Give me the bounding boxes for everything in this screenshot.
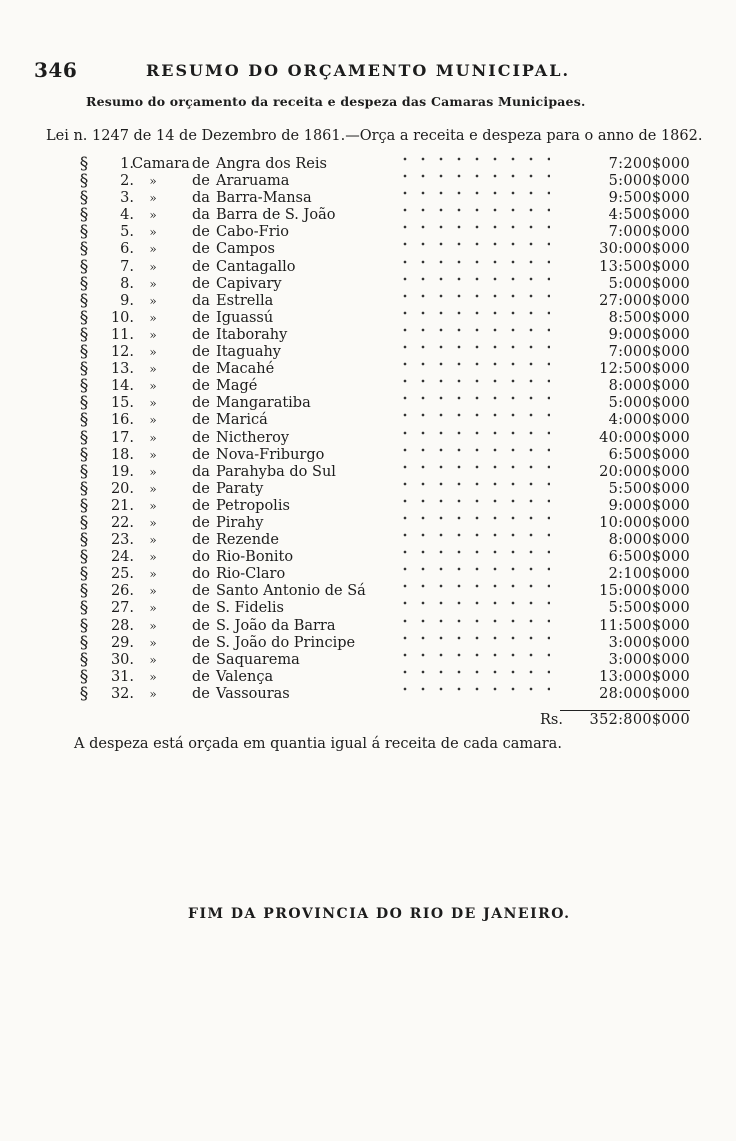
ditto-mark: » bbox=[149, 635, 157, 650]
ditto-mark: » bbox=[149, 310, 157, 325]
page-number: 346 bbox=[34, 58, 78, 82]
row-number: 25. bbox=[110, 566, 134, 583]
camara-word: Camara bbox=[132, 156, 190, 172]
row-number: 1. bbox=[120, 156, 134, 172]
section-mark: § bbox=[79, 410, 89, 431]
preposition: de bbox=[192, 617, 210, 634]
section-mark: § bbox=[79, 154, 89, 174]
dot-leader bbox=[396, 686, 550, 692]
total-rule bbox=[560, 710, 690, 711]
section-mark: § bbox=[79, 564, 89, 585]
note: A despeza está orçada em quantia igual á receita de cada camara. bbox=[74, 736, 562, 752]
row-number: 7. bbox=[120, 258, 134, 275]
municipality-name: Angra dos Reis bbox=[216, 156, 327, 172]
ditto-mark: » bbox=[149, 550, 157, 565]
ditto-mark: » bbox=[149, 242, 157, 257]
budget-amount: 7:000$000 bbox=[608, 224, 690, 241]
row-number: 31. bbox=[110, 668, 134, 685]
municipality-name: Rezende bbox=[216, 532, 279, 549]
section-mark: § bbox=[79, 598, 89, 619]
row-number: 21. bbox=[110, 497, 134, 514]
law-heading: Lei n. 1247 de 14 de Dezembro de 1861.—Orça a receita e despeza para o anno de 1862. bbox=[46, 128, 703, 144]
dot-leader bbox=[396, 669, 550, 675]
budget-amount: 10:000$000 bbox=[599, 514, 690, 531]
dot-leader bbox=[396, 532, 550, 538]
table-row bbox=[76, 649, 690, 670]
dot-leader bbox=[396, 259, 550, 265]
dot-leader bbox=[396, 207, 550, 213]
row-number: 5. bbox=[120, 224, 134, 241]
row-number: 22. bbox=[110, 514, 134, 531]
dot-leader bbox=[396, 344, 550, 350]
preposition: da bbox=[192, 190, 210, 207]
table-row bbox=[76, 173, 690, 190]
table-row bbox=[76, 412, 690, 429]
row-number: 9. bbox=[120, 292, 134, 309]
section-mark: § bbox=[79, 393, 89, 414]
budget-amount: 15:000$000 bbox=[599, 583, 690, 600]
ditto-mark: » bbox=[149, 481, 157, 496]
section-mark: § bbox=[79, 307, 89, 328]
municipality-name: Campos bbox=[216, 241, 275, 258]
ditto-mark: » bbox=[149, 652, 157, 667]
budget-amount: 7:200$000 bbox=[608, 156, 690, 172]
municipality-name: Cantagallo bbox=[216, 258, 296, 275]
row-number: 19. bbox=[110, 463, 134, 480]
budget-table bbox=[76, 156, 690, 703]
section-mark: § bbox=[79, 512, 89, 533]
table-row bbox=[76, 290, 690, 311]
table-row bbox=[76, 532, 690, 549]
preposition: da bbox=[192, 207, 210, 224]
dot-leader bbox=[396, 635, 550, 641]
ditto-mark: » bbox=[149, 464, 157, 479]
budget-amount: 7:000$000 bbox=[608, 344, 690, 361]
municipality-name: S. João da Barra bbox=[216, 617, 336, 634]
preposition: do bbox=[192, 549, 211, 566]
preposition: de bbox=[192, 326, 210, 343]
budget-amount: 2:100$000 bbox=[608, 566, 690, 583]
table-row bbox=[76, 444, 690, 465]
municipality-name: Mangaratiba bbox=[216, 395, 311, 412]
dot-leader bbox=[396, 276, 550, 282]
preposition: de bbox=[192, 275, 210, 292]
section-mark: § bbox=[79, 444, 89, 465]
ditto-mark: » bbox=[149, 396, 157, 411]
budget-amount: 4:500$000 bbox=[608, 207, 690, 224]
section-mark: § bbox=[79, 205, 89, 226]
municipality-name: Cabo-Frio bbox=[216, 224, 290, 241]
ditto-mark: » bbox=[149, 618, 157, 633]
footer: FIM DA PROVINCIA DO RIO DE JANEIRO. bbox=[188, 906, 571, 922]
preposition: do bbox=[192, 566, 211, 583]
municipality-name: Vassouras bbox=[216, 685, 290, 702]
preposition: de bbox=[192, 600, 210, 617]
preposition: de bbox=[192, 634, 210, 651]
ditto-mark: » bbox=[149, 447, 157, 462]
ditto-mark: » bbox=[149, 327, 157, 342]
ditto-mark: » bbox=[149, 191, 157, 206]
dot-leader bbox=[396, 618, 550, 624]
ditto-mark: » bbox=[149, 259, 157, 274]
dot-leader bbox=[396, 310, 550, 316]
preposition: de bbox=[192, 583, 210, 600]
ditto-mark: » bbox=[149, 345, 157, 360]
municipality-name: Parahyba do Sul bbox=[216, 463, 336, 480]
section-mark: § bbox=[79, 615, 89, 636]
row-number: 28. bbox=[110, 617, 134, 634]
row-number: 8. bbox=[120, 275, 134, 292]
preposition: de bbox=[192, 378, 210, 395]
row-number: 17. bbox=[110, 429, 134, 446]
ditto-mark: » bbox=[149, 276, 157, 291]
dot-leader bbox=[396, 361, 550, 367]
preposition: de bbox=[192, 685, 210, 702]
dot-leader bbox=[396, 224, 550, 230]
ditto-mark: » bbox=[149, 686, 157, 701]
running-head: RESUMO DO ORÇAMENTO MUNICIPAL. bbox=[146, 61, 571, 80]
section-mark: § bbox=[79, 530, 89, 551]
table-row bbox=[76, 549, 690, 566]
budget-amount: 13:500$000 bbox=[599, 258, 690, 275]
subtitle: Resumo do orçamento da receita e despeza das Camaras Municipaes. bbox=[86, 94, 586, 109]
section-mark: § bbox=[79, 495, 89, 516]
ditto-mark: » bbox=[149, 225, 157, 240]
municipality-name: Iguassú bbox=[216, 309, 274, 326]
section-mark: § bbox=[79, 461, 89, 482]
budget-amount: 28:000$000 bbox=[599, 685, 690, 702]
table-row bbox=[76, 478, 690, 499]
budget-amount: 5:000$000 bbox=[608, 275, 690, 292]
section-mark: § bbox=[79, 188, 89, 209]
municipality-name: S. Fidelis bbox=[216, 600, 284, 617]
preposition: da bbox=[192, 292, 210, 309]
row-number: 3. bbox=[120, 190, 134, 207]
budget-amount: 30:000$000 bbox=[599, 241, 690, 258]
ditto-mark: » bbox=[149, 379, 157, 394]
section-mark: § bbox=[79, 649, 89, 670]
municipality-name: Maricá bbox=[216, 412, 268, 429]
section-mark: § bbox=[79, 376, 89, 397]
row-number: 13. bbox=[110, 361, 134, 378]
municipality-name: Rio-Claro bbox=[216, 566, 286, 583]
municipality-name: Barra de S. João bbox=[216, 207, 336, 224]
preposition: de bbox=[192, 344, 210, 361]
row-number: 12. bbox=[110, 344, 134, 361]
row-number: 23. bbox=[110, 532, 134, 549]
dot-leader bbox=[396, 241, 550, 247]
preposition: de bbox=[192, 412, 210, 429]
table-row bbox=[76, 156, 690, 173]
table-row bbox=[76, 190, 690, 207]
preposition: de bbox=[192, 258, 210, 275]
preposition: de bbox=[192, 429, 210, 446]
section-mark: § bbox=[79, 273, 89, 294]
budget-amount: 5:000$000 bbox=[608, 395, 690, 412]
budget-amount: 40:000$000 bbox=[599, 429, 690, 446]
table-row bbox=[76, 461, 690, 482]
preposition: de bbox=[192, 309, 210, 326]
row-number: 30. bbox=[110, 651, 134, 668]
table-row bbox=[76, 395, 690, 412]
municipality-name: Nova-Friburgo bbox=[216, 446, 325, 463]
dot-leader bbox=[396, 464, 550, 470]
budget-amount: 5:500$000 bbox=[608, 600, 690, 617]
section-mark: § bbox=[79, 359, 89, 380]
table-row bbox=[76, 600, 690, 617]
municipality-name: Saquarema bbox=[216, 651, 300, 668]
dot-leader bbox=[396, 190, 550, 196]
dot-leader bbox=[396, 498, 550, 504]
dot-leader bbox=[396, 549, 550, 555]
row-number: 16. bbox=[110, 412, 134, 429]
preposition: de bbox=[192, 395, 210, 412]
municipality-name: Pirahy bbox=[216, 514, 264, 531]
dot-leader bbox=[396, 395, 550, 401]
row-number: 24. bbox=[110, 549, 134, 566]
dot-leader bbox=[396, 327, 550, 333]
table-row bbox=[76, 683, 690, 704]
ditto-mark: » bbox=[149, 293, 157, 308]
section-mark: § bbox=[79, 239, 89, 260]
table-row bbox=[76, 615, 690, 636]
row-number: 32. bbox=[110, 685, 134, 702]
municipality-name: Valença bbox=[216, 668, 274, 685]
dot-leader bbox=[396, 293, 550, 299]
municipality-name: Rio-Bonito bbox=[216, 549, 294, 566]
section-mark: § bbox=[79, 171, 89, 192]
table-row bbox=[76, 224, 690, 241]
section-mark: § bbox=[79, 256, 89, 277]
budget-amount: 27:000$000 bbox=[599, 292, 690, 309]
table-row bbox=[76, 632, 690, 653]
section-mark: § bbox=[79, 324, 89, 345]
municipality-name: Magé bbox=[216, 378, 258, 395]
municipality-name: Itaborahy bbox=[216, 326, 288, 343]
ditto-mark: » bbox=[149, 533, 157, 548]
dot-leader bbox=[396, 515, 550, 521]
dot-leader bbox=[396, 566, 550, 572]
table-row bbox=[76, 495, 690, 516]
budget-amount: 5:000$000 bbox=[608, 173, 690, 190]
budget-amount: 3:000$000 bbox=[608, 634, 690, 651]
ditto-mark: » bbox=[149, 584, 157, 599]
dot-leader bbox=[396, 652, 550, 658]
budget-amount: 20:000$000 bbox=[599, 463, 690, 480]
budget-amount: 5:500$000 bbox=[608, 480, 690, 497]
dot-leader bbox=[396, 173, 550, 179]
preposition: de bbox=[192, 446, 210, 463]
ditto-mark: » bbox=[149, 515, 157, 530]
table-row bbox=[76, 307, 690, 328]
row-number: 6. bbox=[120, 241, 134, 258]
table-row bbox=[76, 583, 690, 600]
table-row bbox=[76, 427, 690, 448]
preposition: de bbox=[192, 224, 210, 241]
ditto-mark: » bbox=[149, 362, 157, 377]
table-row bbox=[76, 361, 690, 378]
ditto-mark: » bbox=[149, 567, 157, 582]
section-mark: § bbox=[79, 342, 89, 363]
budget-amount: 4:000$000 bbox=[608, 412, 690, 429]
row-number: 11. bbox=[110, 326, 134, 343]
municipality-name: Santo Antonio de Sá bbox=[216, 583, 366, 600]
dot-leader bbox=[396, 600, 550, 606]
preposition: de bbox=[192, 497, 210, 514]
budget-amount: 9:000$000 bbox=[608, 497, 690, 514]
table-row bbox=[76, 666, 690, 687]
municipality-name: Capivary bbox=[216, 275, 282, 292]
budget-amount: 9:500$000 bbox=[608, 190, 690, 207]
row-number: 10. bbox=[110, 309, 134, 326]
table-row bbox=[76, 566, 690, 583]
row-number: 27. bbox=[110, 600, 134, 617]
table-row bbox=[76, 273, 690, 294]
ditto-mark: » bbox=[149, 430, 157, 445]
preposition: de bbox=[192, 651, 210, 668]
section-mark: § bbox=[79, 683, 89, 704]
municipality-name: Petropolis bbox=[216, 497, 290, 514]
dot-leader bbox=[396, 430, 550, 436]
preposition: de bbox=[192, 156, 210, 172]
municipality-name: S. João do Principe bbox=[216, 634, 356, 651]
preposition: de bbox=[192, 668, 210, 685]
preposition: de bbox=[192, 514, 210, 531]
ditto-mark: » bbox=[149, 669, 157, 684]
budget-amount: 11:500$000 bbox=[599, 617, 690, 634]
dot-leader bbox=[396, 412, 550, 418]
budget-amount: 9:000$000 bbox=[608, 326, 690, 343]
preposition: de bbox=[192, 361, 210, 378]
budget-amount: 8:000$000 bbox=[608, 532, 690, 549]
budget-amount: 8:000$000 bbox=[608, 378, 690, 395]
budget-amount: 6:500$000 bbox=[608, 446, 690, 463]
table-row bbox=[76, 378, 690, 395]
section-mark: § bbox=[79, 547, 89, 568]
section-mark: § bbox=[79, 222, 89, 243]
preposition: de bbox=[192, 532, 210, 549]
table-row bbox=[76, 344, 690, 361]
ditto-mark: » bbox=[149, 174, 157, 189]
municipality-name: Barra-Mansa bbox=[216, 190, 312, 207]
row-number: 14. bbox=[110, 378, 134, 395]
municipality-name: Estrella bbox=[216, 292, 274, 309]
municipality-name: Nictheroy bbox=[216, 429, 290, 446]
section-mark: § bbox=[79, 632, 89, 653]
section-mark: § bbox=[79, 581, 89, 602]
dot-leader bbox=[396, 481, 550, 487]
budget-amount: 8:500$000 bbox=[608, 309, 690, 326]
section-mark: § bbox=[79, 666, 89, 687]
table-row bbox=[76, 241, 690, 258]
section-mark: § bbox=[79, 290, 89, 311]
preposition: de bbox=[192, 241, 210, 258]
total-amount: 352:800$000 bbox=[589, 712, 690, 728]
row-number: 18. bbox=[110, 446, 134, 463]
row-number: 26. bbox=[110, 583, 134, 600]
row-number: 4. bbox=[120, 207, 134, 224]
preposition: da bbox=[192, 463, 210, 480]
table-row bbox=[76, 324, 690, 345]
ditto-mark: » bbox=[149, 601, 157, 616]
section-mark: § bbox=[79, 478, 89, 499]
dot-leader bbox=[396, 583, 550, 589]
budget-amount: 13:000$000 bbox=[599, 668, 690, 685]
municipality-name: Paraty bbox=[216, 480, 264, 497]
table-row bbox=[76, 512, 690, 533]
row-number: 29. bbox=[110, 634, 134, 651]
preposition: de bbox=[192, 480, 210, 497]
ditto-mark: » bbox=[149, 413, 157, 428]
dot-leader bbox=[396, 156, 550, 162]
ditto-mark: » bbox=[149, 208, 157, 223]
ditto-mark: » bbox=[149, 498, 157, 513]
dot-leader bbox=[396, 447, 550, 453]
row-number: 20. bbox=[110, 480, 134, 497]
preposition: de bbox=[192, 173, 210, 190]
budget-amount: 3:000$000 bbox=[608, 651, 690, 668]
row-number: 15. bbox=[110, 395, 134, 412]
municipality-name: Macahé bbox=[216, 361, 275, 378]
dot-leader bbox=[396, 378, 550, 384]
table-row bbox=[76, 207, 690, 224]
municipality-name: Araruama bbox=[216, 173, 290, 190]
row-number: 2. bbox=[120, 173, 134, 190]
budget-amount: 6:500$000 bbox=[608, 549, 690, 566]
municipality-name: Itaguahy bbox=[216, 344, 281, 361]
table-row bbox=[76, 256, 690, 277]
total-label: Rs. bbox=[540, 712, 563, 728]
budget-amount: 12:500$000 bbox=[599, 361, 690, 378]
section-mark: § bbox=[79, 427, 89, 448]
